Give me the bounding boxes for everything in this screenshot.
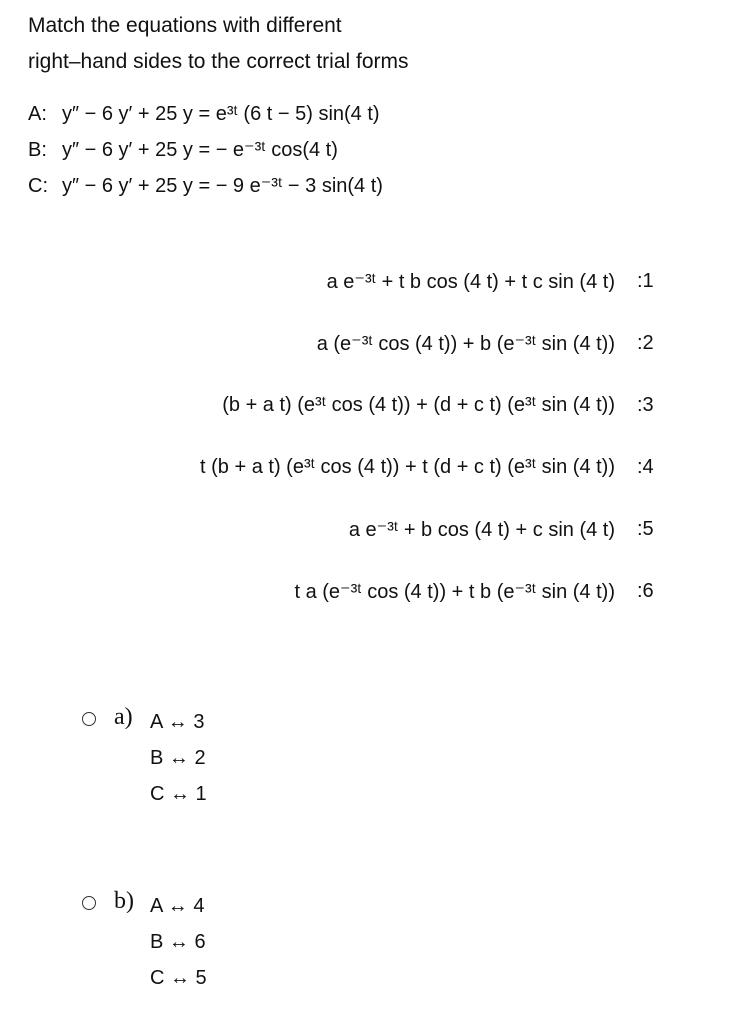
trial-form-number: :3 xyxy=(637,393,654,416)
trial-form-6 xyxy=(200,560,661,622)
trial-form-expression: t (b + a t) (e³ᵗ cos (4 t)) + t (d + c t) (e³ᵗ sin (4 t)) xyxy=(200,455,615,478)
trial-form-number: :2 xyxy=(637,331,654,354)
equation-a xyxy=(28,96,383,132)
trial-form-number: :6 xyxy=(637,579,654,602)
radio-button[interactable] xyxy=(82,896,96,910)
trial-form-3 xyxy=(200,374,661,436)
equation-text: y″ − 6 y′ + 25 y = − e⁻³ᵗ cos(4 t) xyxy=(62,139,338,161)
equation-letter: C: xyxy=(28,175,48,197)
trial-form-expression: t a (e⁻³ᵗ cos (4 t)) + t b (e⁻³ᵗ sin (4 t)) xyxy=(294,580,615,603)
equation-b xyxy=(28,132,383,168)
trial-form-4 xyxy=(200,436,661,498)
trial-form-expression: a e⁻³ᵗ + t b cos (4 t) + t c sin (4 t) xyxy=(326,270,615,293)
equation-letter: B: xyxy=(28,139,47,161)
prompt-line-2: right–hand sides to the correct trial forms xyxy=(28,50,409,73)
trial-form-number: :1 xyxy=(637,269,654,292)
trial-form-2 xyxy=(200,312,661,374)
equation-text: y″ − 6 y′ + 25 y = e³ᵗ (6 t − 5) sin(4 t) xyxy=(62,103,380,125)
match-pair: C ↔ 1 xyxy=(150,783,207,805)
trial-form-expression: a e⁻³ᵗ + b cos (4 t) + c sin (4 t) xyxy=(348,518,615,541)
trial-form-number: :4 xyxy=(637,455,654,478)
trial-form-number: :5 xyxy=(637,517,654,540)
match-pair: C ↔ 5 xyxy=(150,967,207,989)
equation-text: y″ − 6 y′ + 25 y = − 9 e⁻³ᵗ − 3 sin(4 t) xyxy=(62,175,383,197)
match-pair: B ↔ 6 xyxy=(150,931,206,953)
trial-form-expression: a (e⁻³ᵗ cos (4 t)) + b (e⁻³ᵗ sin (4 t)) xyxy=(316,332,615,355)
match-pair: A ↔ 3 xyxy=(150,711,205,733)
radio-button[interactable] xyxy=(82,712,96,726)
equation-c xyxy=(28,168,383,204)
trial-form-5 xyxy=(200,498,661,560)
trial-form-list xyxy=(200,250,661,622)
trial-form-1 xyxy=(200,250,661,312)
prompt-line-1: Match the equations with different xyxy=(28,14,342,37)
equation-letter: A: xyxy=(28,103,47,125)
match-pairs xyxy=(150,888,207,996)
match-pair: B ↔ 2 xyxy=(150,747,206,769)
match-pair: A ↔ 4 xyxy=(150,895,205,917)
equation-list xyxy=(28,96,383,204)
choice-label: b) xyxy=(114,888,134,914)
choice-label: a) xyxy=(114,704,133,730)
trial-form-expression: (b + a t) (e³ᵗ cos (4 t)) + (d + c t) (e³ᵗ sin (4 t)) xyxy=(222,393,615,416)
question-prompt xyxy=(28,8,409,80)
match-pairs xyxy=(150,704,207,812)
